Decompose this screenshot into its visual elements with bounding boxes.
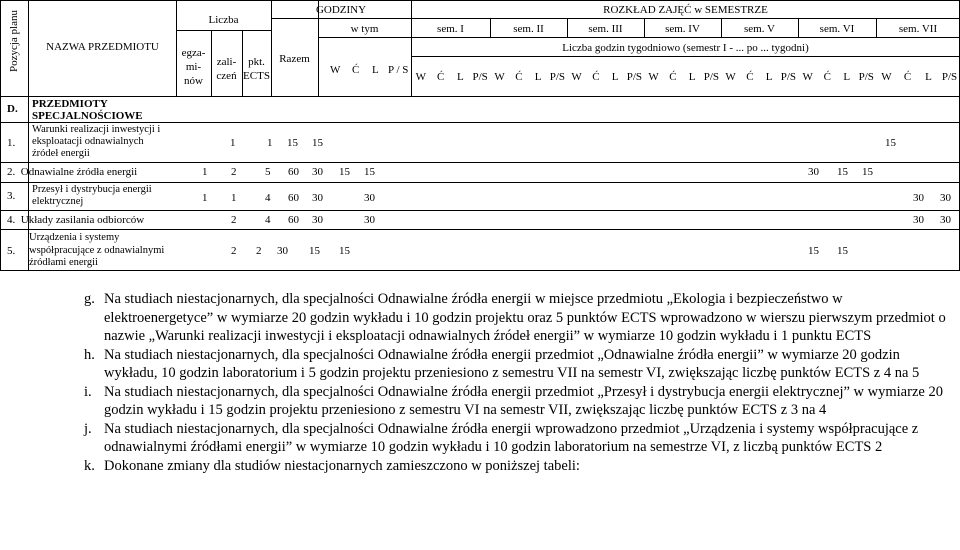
row-3-w: 60 — [288, 192, 299, 204]
note-i: i. Na studiach niestacjonarnych, dla specjalności Odnawialne źródła energii przedmiot „Przesył i dystrybucja energii elektrycznej” w wymiarze 20 godzin wykładu i 15 godzin projektu przeniesiono z semestru VI na semestr VII, zwiększając liczbę punktów ECTS z 3 na 4 — [84, 383, 943, 418]
sem-4-col-1: Ć — [669, 71, 677, 83]
liczba-header: Liczba — [208, 14, 239, 26]
row-1-ects: 1 — [267, 137, 273, 149]
razem-header: Razem — [279, 53, 310, 65]
sem-7-col-1: Ć — [903, 71, 912, 83]
sem-1-col-2: L — [457, 71, 464, 83]
row-4-w: 30 — [312, 214, 323, 226]
row-5-name: Urządzenia i systemy współpracujące z odnawialnymi źródłami energii — [29, 232, 165, 268]
row-2-ps: 15 — [364, 166, 375, 178]
row-2-sem-w: 30 — [808, 166, 819, 178]
sem-5-col-1: Ć — [746, 71, 754, 83]
row-3-poz: 3. — [7, 190, 16, 202]
hour-type-w: W — [330, 64, 341, 76]
row-4-ects: 4 — [265, 214, 271, 226]
sem-7-col-0: W — [881, 71, 892, 83]
pozycja-planu-header: Pozycja planu — [8, 10, 20, 73]
sem-3-col-2: L — [611, 71, 619, 83]
row-5-ects: 2 — [256, 245, 262, 257]
row-5-w: 15 — [309, 245, 320, 257]
godzin-tygodniowo-header: Liczba godzin tygodniowo (semestr I - ... po ... tygodni) — [562, 42, 809, 54]
hour-type-l: L — [372, 64, 379, 76]
godziny-header: GODZINY — [315, 4, 367, 16]
row-5-l: 15 — [339, 245, 350, 257]
hour-type-ps: P / S — [388, 64, 409, 76]
row-2-w: 30 — [312, 166, 323, 178]
row-1-name: Warunki realizacji inwestycji i eksploatacji odnawialnych źródeł energii — [32, 124, 161, 159]
sem-6-col-1: Ć — [823, 71, 831, 83]
sem-4-col-2: L — [688, 71, 696, 83]
row-3-ps: 30 — [364, 192, 375, 204]
row-2-sem-ps: 15 — [862, 166, 873, 178]
ects-header: pkt. ECTS — [243, 56, 270, 82]
row-d-poz: D. — [7, 103, 18, 115]
row-5-razem: 30 — [277, 245, 288, 257]
sem-6-col-3: P/S — [858, 71, 874, 83]
row-4-name: 4. Układy zasilania odbiorców — [7, 214, 145, 226]
row-1-poz: 1. — [7, 137, 16, 149]
row-5-sem-w: 15 — [808, 245, 819, 257]
rozklad-header: ROZKŁAD ZAJĘĆ w SEMESTRZE — [603, 4, 768, 16]
row-2-name: 2. Odnawialne źródła energii — [7, 166, 138, 178]
row-4-razem: 60 — [288, 214, 299, 226]
sem-2-col-0: W — [494, 71, 505, 83]
sem-7-col-2: L — [925, 71, 932, 83]
row-4-sem-c: 30 — [913, 214, 924, 226]
sem-5-col-3: P/S — [780, 71, 797, 83]
sem-7: sem. VII — [898, 23, 938, 35]
sem-1-col-1: Ć — [436, 71, 445, 83]
row-3-zal: 1 — [202, 192, 208, 204]
sem-1-col-0: W — [415, 71, 427, 83]
row-2-l: 15 — [339, 166, 350, 178]
row-1-w: 15 — [312, 137, 323, 149]
row-1-zal: 1 — [230, 137, 236, 149]
sem-1: sem. I — [437, 23, 464, 35]
row-4-sem-ps: 30 — [940, 214, 951, 226]
row-3-razem: 4 — [265, 192, 271, 204]
sem-3-col-3: P/S — [626, 71, 643, 83]
row-3-c: 30 — [312, 192, 323, 204]
row-4-zal: 2 — [231, 214, 237, 226]
row-3-ects: 1 — [231, 192, 237, 204]
sem-5-col-0: W — [725, 71, 736, 83]
sem-1-col-3: P/S — [472, 71, 488, 83]
sem-5-col-2: L — [765, 71, 773, 83]
sem-3-col-0: W — [571, 71, 582, 83]
row-4-ps: 30 — [364, 214, 375, 226]
row-2-zal: 2 — [231, 166, 237, 178]
sem-6-col-2: L — [843, 71, 851, 83]
row-1-razem: 15 — [287, 137, 298, 149]
hour-type-c: Ć — [352, 64, 360, 76]
note-h: h. Na studiach niestacjonarnych, dla specjalności Odnawialne źródła energii przedmiot „Odnawialne źródła energii” w wymiarze 20 godzin wykładu, 10 godzin laboratorium i 5 godzin projektu przeniesiono z semestru VII na semestr VI, zwiększając liczbę punktów ECTS z 4 na 5 — [84, 346, 920, 381]
row-2-sem-l: 15 — [837, 166, 848, 178]
sem-6: sem. VI — [819, 23, 855, 35]
row-2-razem: 60 — [288, 166, 299, 178]
sem-7-col-3: P/S — [941, 71, 958, 83]
row-3-sem-c: 30 — [913, 192, 924, 204]
note-k: k. Dokonane zmiany dla studiów niestacjonarnych zamieszczono w poniższej tabeli: — [84, 457, 580, 474]
sem-4: sem. IV — [665, 23, 700, 35]
row-3-name: Przesył i dystrybucja energii elektrycznej — [32, 184, 152, 207]
row-d-name: PRZEDMIOTY SPECJALNOŚCIOWE — [32, 98, 143, 122]
notes-list — [84, 290, 954, 475]
sem-2-col-2: L — [534, 71, 542, 83]
zaliczen-header: zali- czeń — [216, 56, 237, 82]
w-tym-header: w tym — [350, 23, 379, 35]
row-5-sem-l: 15 — [837, 245, 848, 257]
row-2-ects: 5 — [265, 166, 271, 178]
sem-2: sem. II — [513, 23, 544, 35]
row-1-sem: 15 — [885, 137, 896, 149]
row-5-poz: 5. — [7, 245, 16, 257]
sem-3-col-1: Ć — [592, 71, 600, 83]
row-3-sem-ps: 30 — [940, 192, 951, 204]
note-g: g. Na studiach niestacjonarnych, dla specjalności Odnawialne źródła energii w miejsce przedmiotu „Ekologia i bezpieczeństwo w elektroenergetyce” w wymiarze 20 godzin wykładu i 10 godzin projektu oraz 5 punktów ECTS wprowadzono w wierszu pierwszym przedmiot o nazwie „Warunki realizacji inwestycji i eksploatacji odnawialnych źródeł energii” w wymiarze 10 godzin wykładu i 1 punktu ECTS — [84, 291, 946, 344]
sem-3: sem. III — [588, 23, 623, 35]
row-5-zal: 2 — [231, 245, 237, 257]
sem-6-col-0: W — [802, 71, 813, 83]
sem-2-col-3: P/S — [549, 71, 566, 83]
sem-5: sem. V — [744, 23, 775, 35]
note-j: j. Na studiach niestacjonarnych, dla specjalności Odnawialne źródła energii wprowadzono przedmiot „Urządzenia i systemy współpracujące z odnawialnymi źródłami energii” w wymiarze 10 godzin wykładu i 10 godzin laboratorium na semestrze VI, z liczbą punktów ECTS 2 — [84, 420, 919, 455]
egzaminow-header: egza- mi- nów — [181, 47, 206, 87]
row-2-egz: 1 — [202, 166, 208, 178]
sem-4-col-3: P/S — [703, 71, 720, 83]
sem-2-col-1: Ć — [515, 71, 523, 83]
nazwa-header: NAZWA PRZEDMIOTU — [46, 41, 159, 53]
sem-4-col-0: W — [648, 71, 659, 83]
